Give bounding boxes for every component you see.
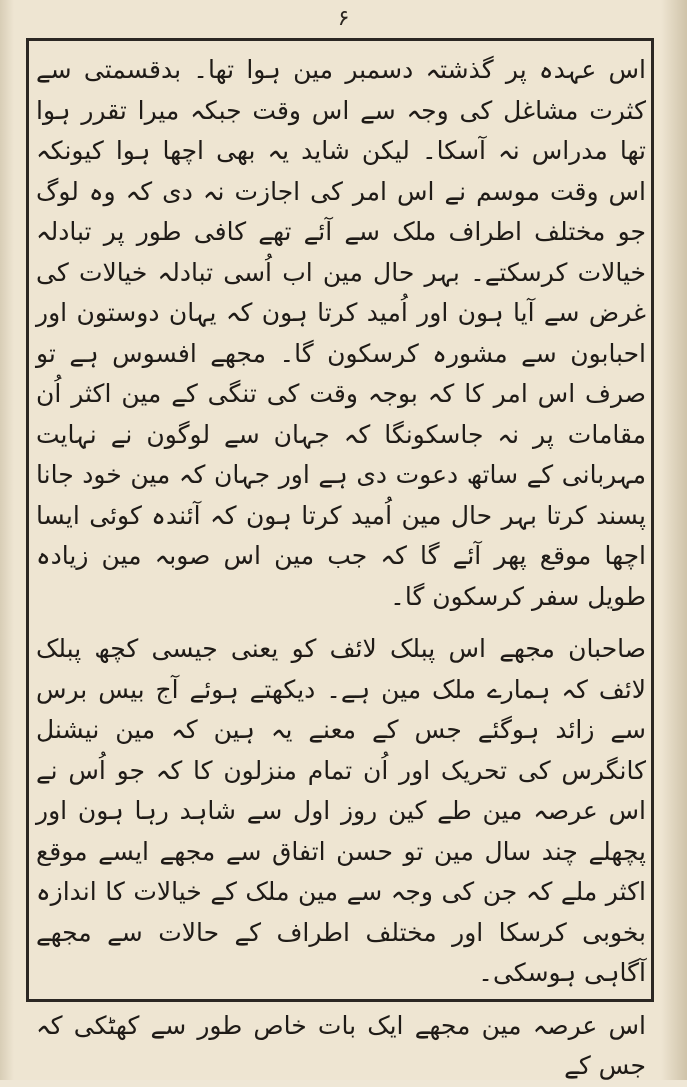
urdu-text-body: [36, 50, 646, 1080]
paragraph-2: صاحبان مجھے اس پبلک لائف کو یعنی جیسی کچھ پبلک لائف کہ ہمارے ملک مین ہے۔ دیکھتے ہوئے آج بیس برس سے زائد ہوگئے جس کے معنے یہ ہین کہ مین نیشنل کانگرس کی تحریک اور اُن تمام منزلون کا کہ جو اُس نے اس عرصہ مین طے کین روز اول سے شاہد رہا ہون اور پچھلے چند سال مین تو حسن اتفاق سے مجھے ایسے موقع اکثر ملے کہ جن کی وجہ سے مین ملک کے خیالات کا اندازہ بخوبی کرسکا اور مختلف اطراف کے حالات سے مجھے آگاہی ہوسکی۔: [36, 634, 646, 987]
page-number: ۶: [337, 6, 350, 31]
paragraph-3: اس عرصہ مین مجھے ایک بات خاص طور سے کھٹکی کہ جس کے: [36, 1010, 646, 1080]
page-edge-shadow-left: [0, 0, 14, 1080]
paragraph-1: اس عہدہ پر گذشتہ دسمبر مین ہوا تھا۔ بدقسمتی سے کثرت مشاغل کی وجہ سے اس وقت جبکہ میرا تقرر ہوا تھا مدراس نہ آسکا۔ لیکن شاید یہ بھی اچھا ہوا کیونکہ اس وقت موسم نے اس امر کی اجازت نہ دی کہ وہ لوگ جو مختلف اطراف ملک سے آئے تھے کافی طور پر تبادلہ خیالات کرسکتے۔ بہر حال مین اب اُسی تبادلہ خیالات کی غرض سے آیا ہون اور اُمید کرتا ہون کہ یہان دوستون اور احبابون سے مشورہ کرسکون گا۔ مجھے افسوس ہے تو صرف اس امر کا کہ بوجہ وقت کی تنگی کے مین اکثر اُن مقامات پر نہ جاسکونگا کہ جہان سے لوگون نے نہایت مہربانی کے ساتھ دعوت دی ہے اور جہان کہ مین خود جانا پسند کرتا بہر حال مین اُمید کرتا ہون کہ آئندہ کوئی ایسا اچھا موقع پھر آئے گا کہ جب مین اس صوبہ مین زیادہ طویل سفر کرسکون گا۔: [36, 55, 646, 611]
page-edge-shadow-right: [661, 0, 687, 1080]
